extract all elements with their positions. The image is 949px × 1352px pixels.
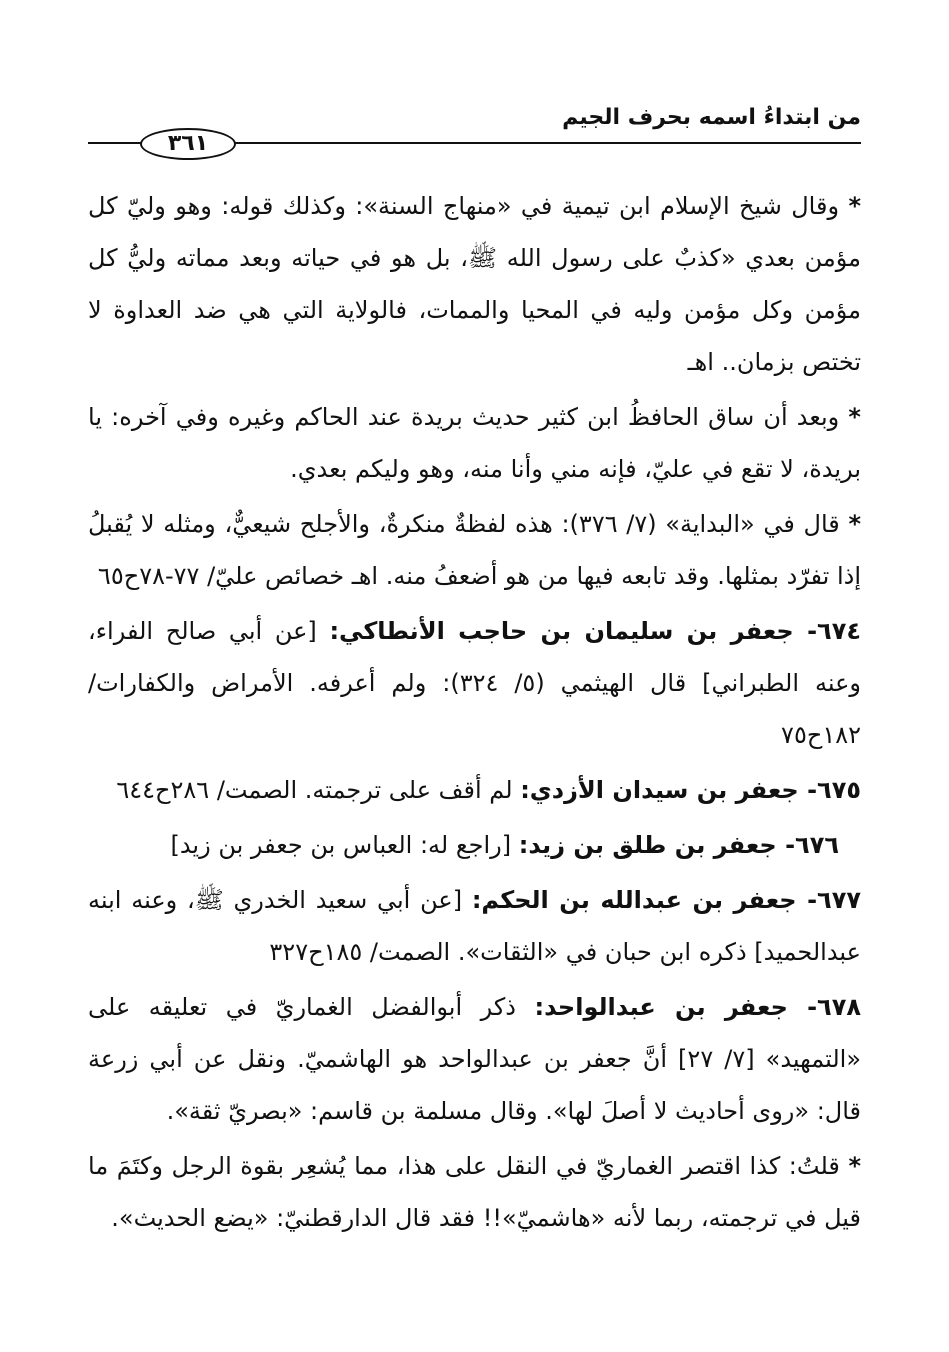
- paragraph-comment: [88, 1140, 861, 1244]
- star-marker: *: [848, 403, 861, 431]
- entry-heading: ٦٧٥- جعفر بن سيدان الأزدي:: [520, 776, 861, 804]
- entry-678: [88, 981, 861, 1137]
- paragraph-bidaya: [88, 498, 861, 602]
- paragraph-ibn-taymiyya: [88, 180, 861, 388]
- paragraph-text: وبعد أن ساق الحافظُ ابن كثير حديث بريدة عند الحاكم وغيره وفي آخره: يا بريدة، لا تقع في عليّ، فإنه مني وأنا منه، وهو وليكم بعدي.: [88, 403, 861, 483]
- entry-677: [88, 874, 861, 978]
- entry-text: لم أقف على ترجمته. الصمت/ ٢٨٦ح٦٤٤: [116, 776, 513, 804]
- entry-text: [عن أبي صالح الفراء، وعنه الطبراني] قال الهيثمي (٥/ ٣٢٤): ولم أعرفه. الأمراض والكفارات/ ١٨٢ح٧٥: [88, 617, 862, 749]
- running-head: من ابتداءُ اسمه بحرف الجيم: [562, 105, 861, 130]
- entry-heading: ٦٧٦- جعفر بن طلق بن زيد:: [518, 831, 839, 859]
- entry-text: [راجع له: العباس بن جعفر بن زيد]: [170, 831, 512, 859]
- page-number: ٣٦١: [140, 128, 236, 160]
- entry-676: [88, 819, 861, 871]
- entry-675: [88, 764, 861, 816]
- entry-674: [88, 605, 861, 761]
- paragraph-text: قلتُ: كذا اقتصر الغماريّ في النقل على هذا، مما يُشعِر بقوة الرجل وكتَمَ ما قيل في ترجمته، ربما لأنه «هاشميّ»!! فقد قال الدارقطنيّ: «يضع الحديث».: [88, 1152, 861, 1232]
- body-text: [88, 180, 861, 1247]
- star-marker: *: [848, 510, 861, 538]
- paragraph-text: قال في «البداية» (٧/ ٣٧٦): هذه لفظةٌ منكرةٌ، والأجلح شيعيٌّ، ومثله لا يُقبلُ إذا تفرّد بمثلها. وقد تابعه فيها من هو أضعفُ منه. اهـ خصائص عليّ/ ٧٧-٧٨ح٦٥: [88, 510, 861, 590]
- paragraph-ibn-kathir: [88, 391, 861, 495]
- entry-heading: ٦٧٨- جعفر بن عبدالواحد:: [534, 993, 861, 1021]
- star-marker: *: [848, 1152, 861, 1180]
- entry-text: [عن أبي سعيد الخدري ﷺ، وعنه ابنه عبدالحميد] ذكره ابن حبان في «الثقات». الصمت/ ١٨٥ح٣٢٧: [88, 886, 861, 966]
- entry-text: ذكر أبوالفضل الغماريّ في تعليقه على «التمهيد» [٧/ ٢٧] أنَّ جعفر بن عبدالواحد هو الهاشميّ. ونقل عن أبي زرعة قال: «روى أحاديث لا أصلَ لها». وقال مسلمة بن قاسم: «بصريّ ثقة».: [88, 993, 862, 1125]
- entry-heading: ٦٧٤- جعفر بن سليمان بن حاجب الأنطاكي:: [329, 617, 861, 645]
- entry-heading: ٦٧٧- جعفر بن عبدالله بن الحكم:: [471, 886, 861, 914]
- star-marker: *: [848, 192, 861, 220]
- paragraph-text: وقال شيخ الإسلام ابن تيمية في «منهاج السنة»: وكذلك قوله: وهو وليّ كل مؤمن بعدي «كذبٌ على رسول الله ﷺ، بل هو في حياته وبعد مماته وليُّ كل مؤمن وكل مؤمن وليه في المحيا والممات، فالولاية التي هي ضد العداوة لا تختص بزمان.. اهـ: [88, 192, 861, 376]
